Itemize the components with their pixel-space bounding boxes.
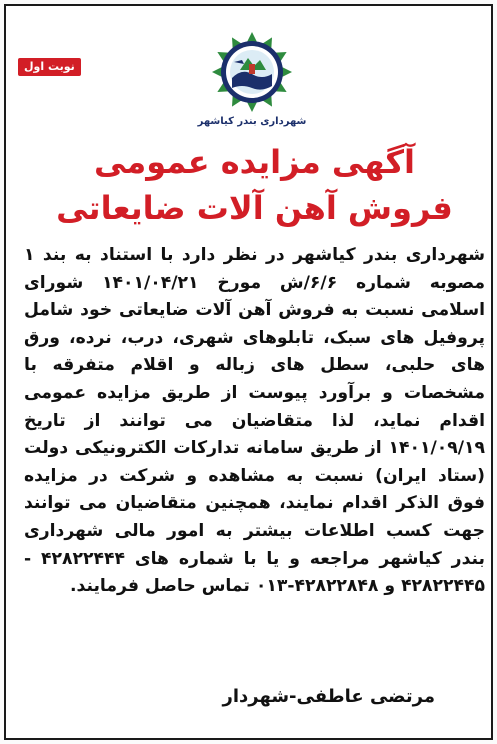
ad-frame [4, 4, 493, 740]
ad-body-text: شهرداری بندر کیاشهر در نظر دارد با استناد به بند ۱ مصوبه شماره ۶/۶/ش مورخ ۱۴۰۱/۰۴/۲۱ شورای اسلامی نسبت به فروش آهن آلات ضایعاتی خود شامل پروفیل های سبک، تابلوهای شهری، درب، نرده، ورق های حلبی، سطل های زباله و اقلام متفرقه با مشخصات و برآورد پیوست از طریق مزایده عمومی اقدام نماید، لذا متقاضیان می توانند از تاریخ ۱۴۰۱/۰۹/۱۹ از طریق سامانه تدارکات الکترونیکی دولت (ستاد ایران) نسبت به مشاهده و شرکت در مزایده فوق الذکر اقدام نمایند، همچنین متقاضیان می توانند جهت کسب اطلاعات بیشتر به امور مالی شهرداری بندر کیاشهر مراجعه و یا با شماره های ۴۲۸۲۲۴۴۴ - ۴۲۸۲۲۴۴۵ و ۴۲۸۲۲۸۴۸-۰۱۳ تماس حاصل فرمایند. [24, 245, 486, 597]
municipality-logo [210, 30, 294, 114]
first-publication-badge: نوبت اول [18, 58, 81, 76]
ad-subtitle: فروش آهن آلات ضایعاتی [56, 189, 453, 227]
logo-caption: شهرداری بندر کیاشهر [197, 116, 307, 127]
municipality-emblem-icon [210, 30, 294, 114]
ad-title: آگهی مزایده عمومی [94, 143, 415, 181]
mayor-signature: مرتضی عاطفی-شهردار [222, 686, 435, 707]
